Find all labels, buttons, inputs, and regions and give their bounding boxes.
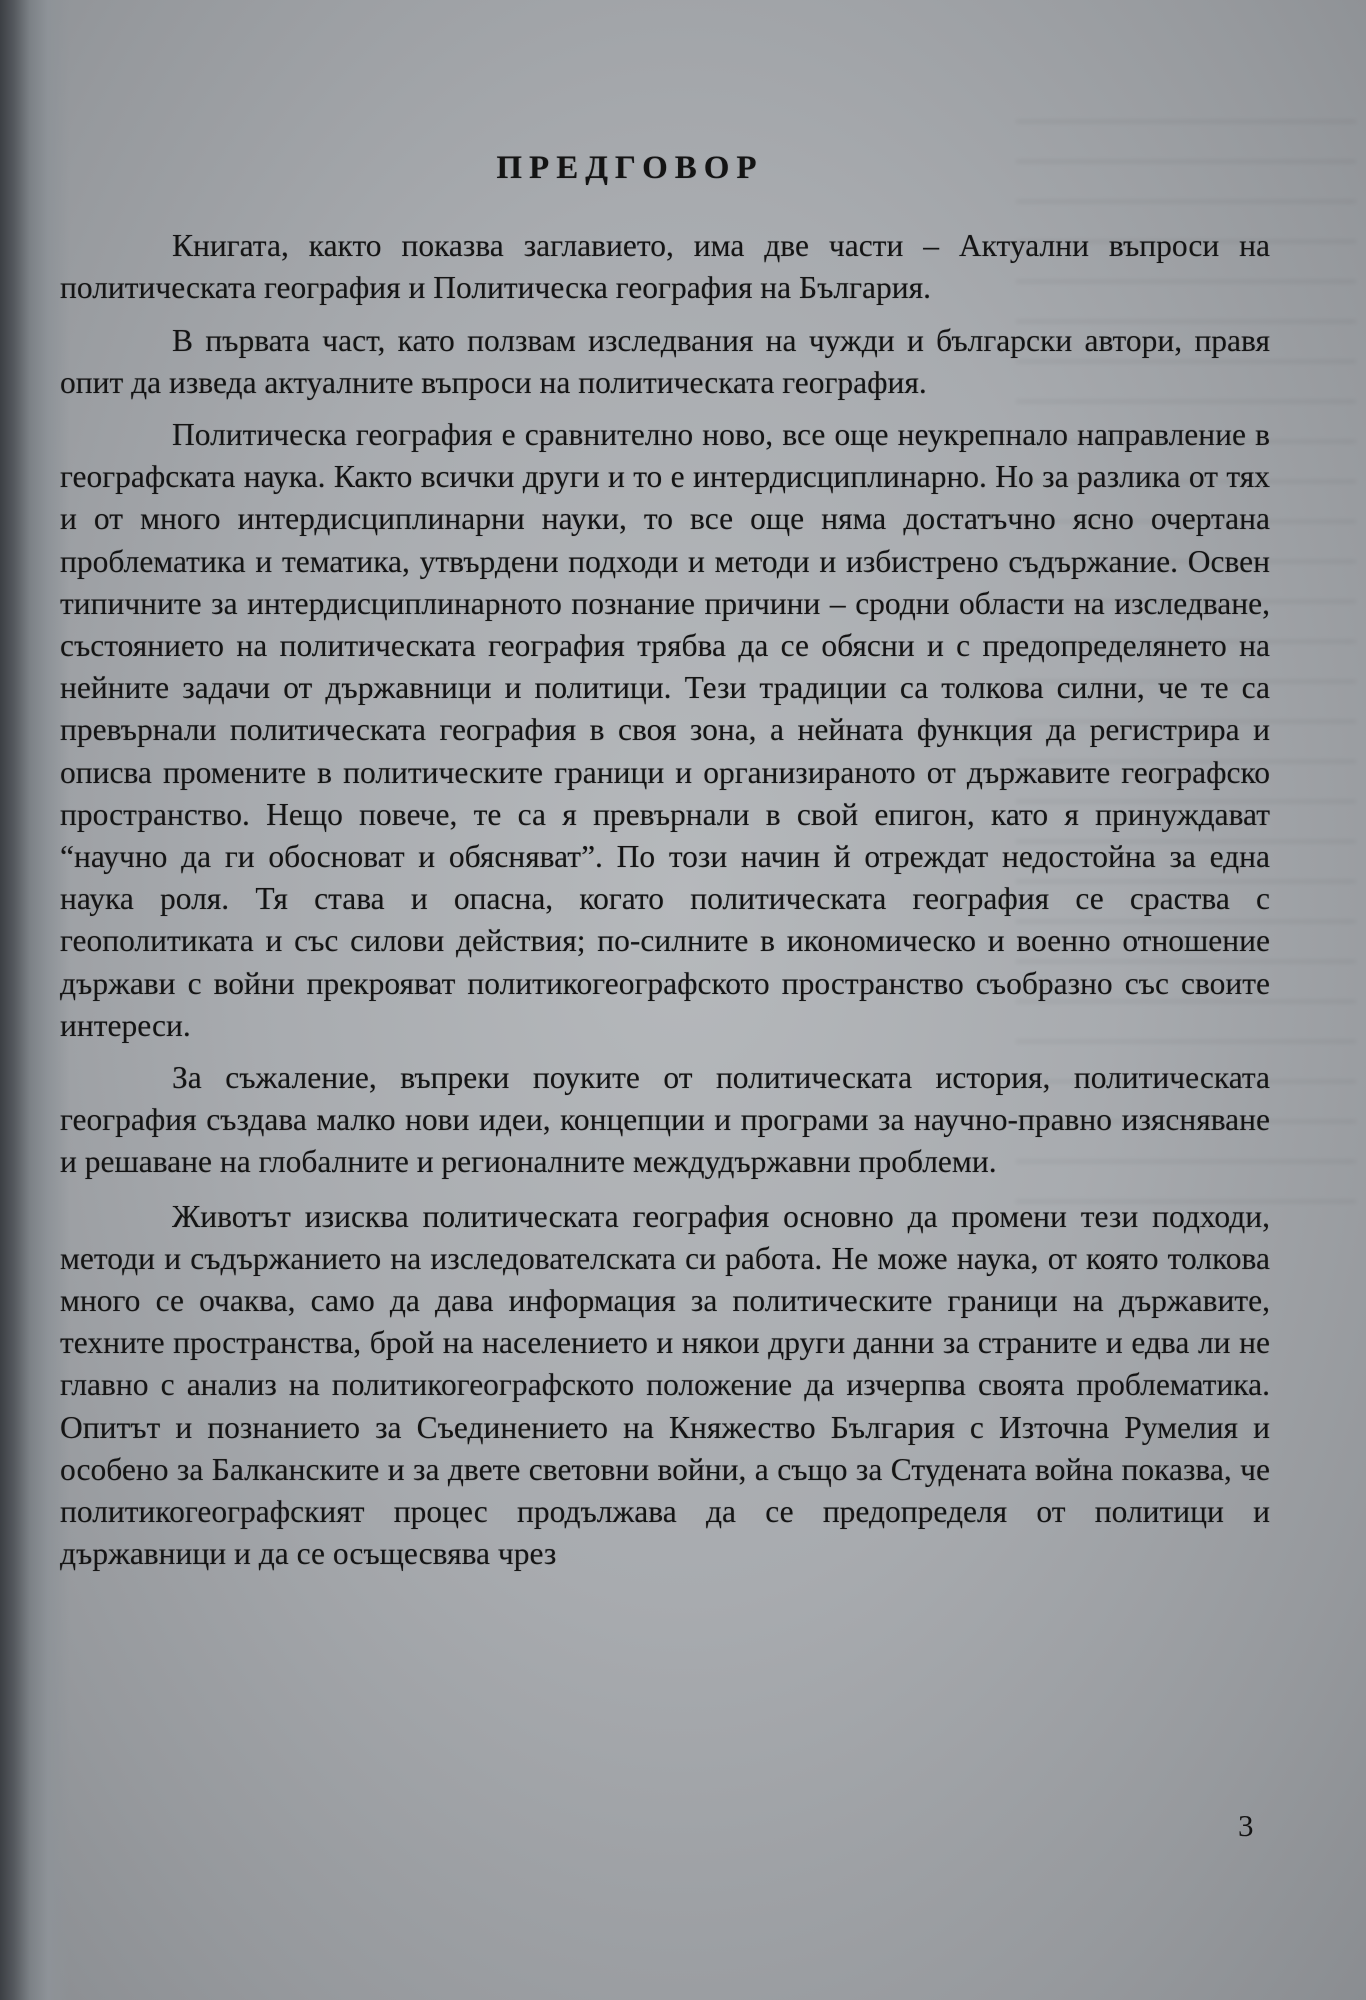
paragraph: За съжаление, въпреки поуките от политическата история, политическата география създава малко нови идеи, концепции и програми за научно-правно изясняване и решаване на глобалните и регионалните междудържавни проблеми. — [60, 1060, 1270, 1180]
page-number: 3 — [1238, 1808, 1254, 1843]
paragraph: Книгата, както показва заглавието, има две части – Актуални въпроси на политическата география и Политическа география на България. — [60, 228, 1270, 306]
paragraph: Животът изисква политическата география основно да промени тези подходи, методи и съдържанието на изследователската си работа. Не може наука, от която толкова много се очаква, само да дава информация за политическите граници на държавите, техните пространства, брой на населението и някои други данни за страните и едва ли не главно с анализ на политикогеографското положение да изчерпва своята проблематика. Опитът и познанието за Съединението на Княжество България с Източна Румелия и особено за Балканските и за двете световни войни, а също за Студената война показва, че политикогеографският процес продължава да се предопределя от политици и държавници и да се осъщесвява чрез — [60, 1198, 1270, 1572]
page-title: ПРЕДГОВОР — [496, 150, 764, 186]
paragraph: Политическа география е сравнително ново, все още неукрепнало направление в географската наука. Както всички други и то е интердисциплинарно. Но за разлика от тях и от много интердисциплинарни науки, то все още няма достатъчно ясно очертана проблематика и тематика, утвърдени подходи и методи и избистрено съдържание. Освен типичните за интердисциплинарното познание причини – сродни области на изследване, състоянието на политическата география трябва да се обясни и с предопределянето на нейните задачи от държавници и политици. Тези традиции са толкова силни, че те са превърнали политическата география в своя зона, а нейната функция да регистрира и описва промените в политическите граници и организираното от държавите географско пространство. Нещо повече, те са я превърнали в свой епигон, като я принуждават “научно да ги обосноват и обясняват”. По този начин й отреждат недостойна за една наука роля. Тя става и опасна, когато политическата география се сраства с геополитиката и със силови действия; по-силните в икономическо и военно отношение държави с войни прекрояват политикогеографското пространство съобразно със своите интереси. — [60, 417, 1270, 1043]
book-page — [60, 132, 1270, 1972]
paragraph: В първата част, като ползвам изследвания на чужди и български автори, правя опит да изведа актуалните въпроси на политическата география. — [60, 322, 1270, 400]
